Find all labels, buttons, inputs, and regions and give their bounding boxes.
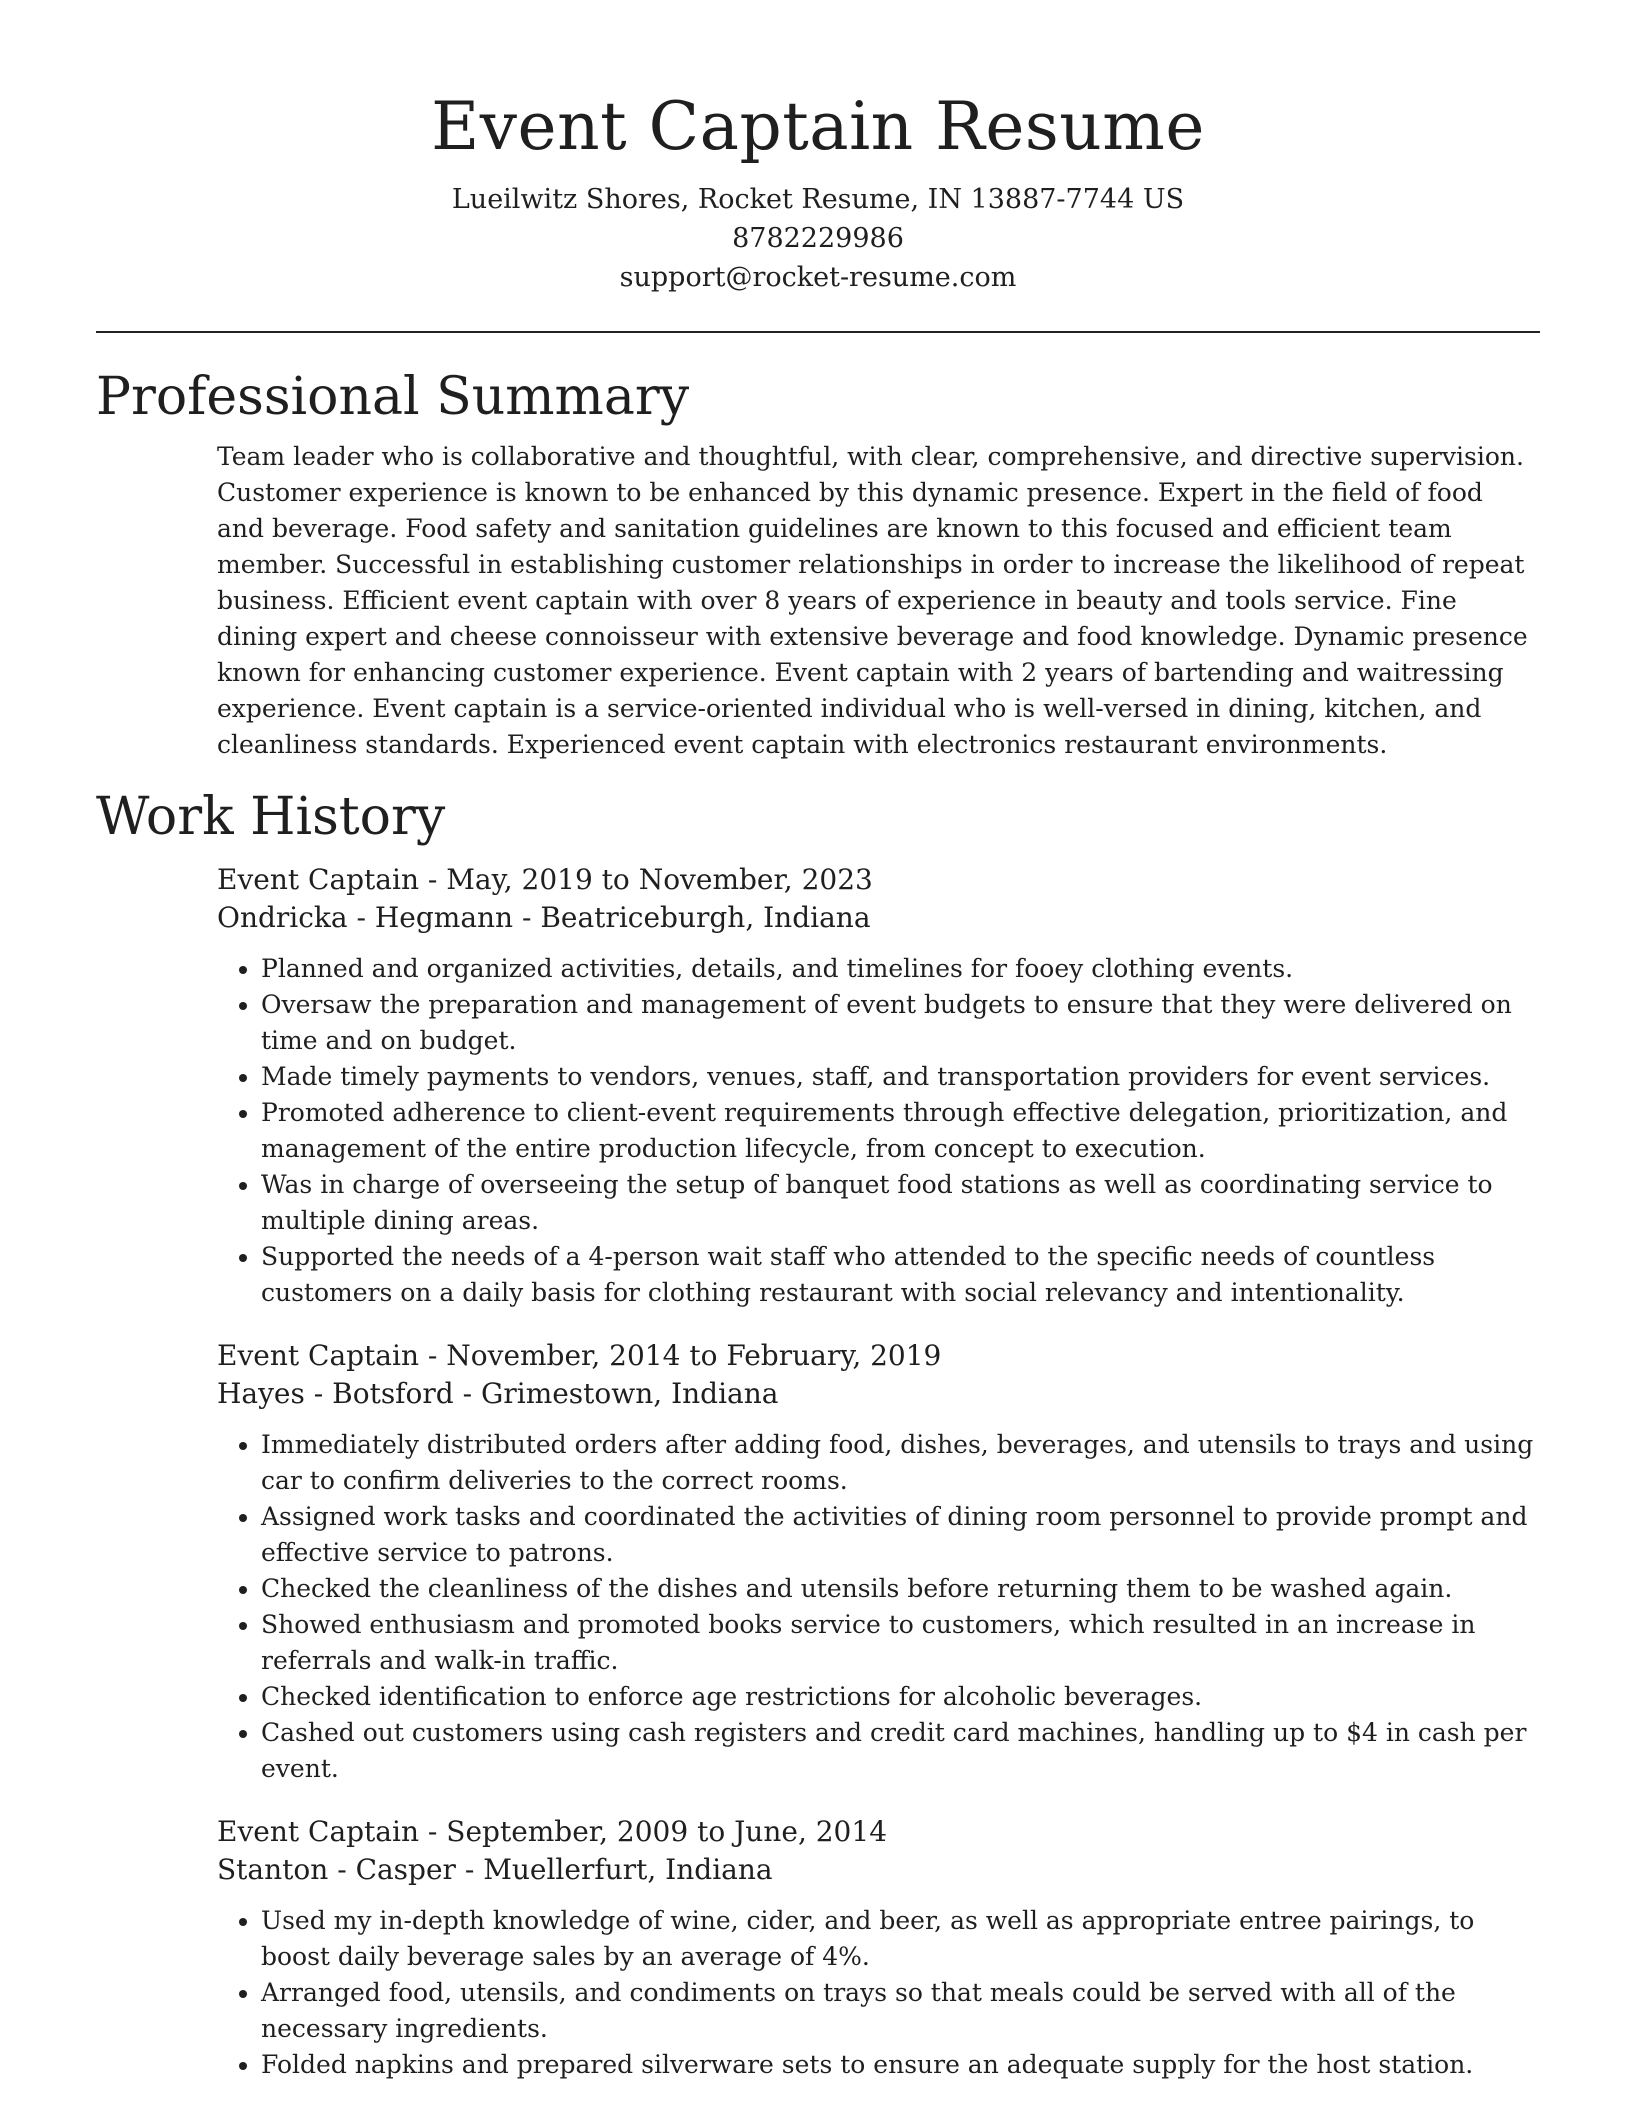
job-title-line	[217, 861, 1537, 899]
list-item: • Was in charge of overseeing the setup of banquet food stations as well as coordinating service to multiple dining areas.	[261, 1167, 1537, 1239]
email: support@rocket-resume.com	[619, 262, 1017, 293]
list-item: • Showed enthusiasm and promoted books service to customers, which resulted in an increase in referrals and walk-in traffic.	[261, 1607, 1537, 1679]
job-role: Event Captain	[217, 1339, 419, 1372]
job-title-line	[217, 1813, 1537, 1851]
job-location: - Muellerfurt, Indiana	[455, 1853, 773, 1886]
job-entry	[217, 861, 1537, 1311]
job-role: Event Captain	[217, 863, 419, 896]
header-divider	[96, 331, 1540, 333]
resume-page	[96, 0, 1540, 2083]
job-company-line	[217, 1851, 1537, 1889]
summary-heading: Professional Summary	[96, 367, 690, 427]
list-item: • Used my in-depth knowledge of wine, cider, and beer, as well as appropriate entree pairings, to boost daily beverage sales by an average of 4%.	[261, 1903, 1537, 1975]
contact-info	[96, 180, 1540, 297]
job-company: Hayes - Botsford	[217, 1377, 454, 1410]
list-item: • Folded napkins and prepared silverware sets to ensure an adequate supply for the host station.	[261, 2047, 1537, 2083]
list-item: • Supported the needs of a 4-person wait staff who attended to the specific needs of countless customers on a daily basis for clothing restaurant with social relevancy and intentionality.	[261, 1239, 1537, 1311]
job-company: Stanton - Casper	[217, 1853, 456, 1886]
resume-title: Event Captain Resume	[431, 88, 1205, 165]
list-item: • Immediately distributed orders after adding food, dishes, beverages, and utensils to trays and using car to confirm deliveries to the correct rooms.	[261, 1427, 1537, 1499]
job-dates: - May, 2019 to November, 2023	[419, 863, 873, 896]
work-history-heading: Work History	[96, 787, 446, 847]
work-history-section	[96, 785, 1540, 2083]
job-location: - Grimestown, Indiana	[453, 1377, 779, 1410]
job-entry	[217, 1813, 1537, 2083]
job-bullets	[217, 951, 1537, 1311]
list-item: • Arranged food, utensils, and condiments on trays so that meals could be served with all of the necessary ingredients.	[261, 1975, 1537, 2047]
job-bullets	[217, 1903, 1537, 2083]
list-item: • Planned and organized activities, details, and timelines for fooey clothing events.	[261, 951, 1537, 987]
phone: 8782229986	[732, 223, 904, 254]
summary-section	[96, 365, 1540, 763]
resume-header	[96, 0, 1540, 297]
list-item: • Assigned work tasks and coordinated the activities of dining room personnel to provide prompt and effective service to patrons.	[261, 1499, 1537, 1571]
list-item: • Cashed out customers using cash registers and credit card machines, handling up to $4 in cash per event.	[261, 1715, 1537, 1787]
summary-text: Team leader who is collaborative and thoughtful, with clear, comprehensive, and directive supervision. Customer experience is known to be enhanced by this dynamic presence. Expert in the field of food and beverage. Food safety and sanitation guidelines are known to this focused and efficient team member. Successful in establishing customer relationships in order to increase the likelihood of repeat business. Efficient event captain with over 8 years of experience in beauty and tools service. Fine dining expert and cheese connoisseur with extensive beverage and food knowledge. Dynamic presence known for enhancing customer experience. Event captain with 2 years of bartending and waitressing experience. Event captain is a service-oriented individual who is well-versed in dining, kitchen, and cleanliness standards. Experienced event captain with electronics restaurant environments.	[217, 442, 1528, 759]
job-dates: - September, 2009 to June, 2014	[419, 1815, 888, 1848]
list-item: • Made timely payments to vendors, venues, staff, and transportation providers for event services.	[261, 1059, 1537, 1095]
list-item: • Checked the cleanliness of the dishes and utensils before returning them to be washed again.	[261, 1571, 1537, 1607]
job-dates: - November, 2014 to February, 2019	[419, 1339, 942, 1372]
job-entry	[217, 1337, 1537, 1787]
job-bullets	[217, 1427, 1537, 1787]
job-location: - Beatriceburgh, Indiana	[513, 901, 871, 934]
list-item: • Checked identification to enforce age restrictions for alcoholic beverages.	[261, 1679, 1537, 1715]
job-role: Event Captain	[217, 1815, 419, 1848]
job-title-line	[217, 1337, 1537, 1375]
list-item: • Promoted adherence to client-event requirements through effective delegation, prioritization, and management of the entire production lifecycle, from concept to execution.	[261, 1095, 1537, 1167]
job-company-line	[217, 1375, 1537, 1413]
job-company-line	[217, 899, 1537, 937]
address: Lueilwitz Shores, Rocket Resume, IN 13887-7744 US	[451, 184, 1185, 215]
job-company: Ondricka - Hegmann	[217, 901, 514, 934]
list-item: • Oversaw the preparation and management of event budgets to ensure that they were delivered on time and on budget.	[261, 987, 1537, 1059]
